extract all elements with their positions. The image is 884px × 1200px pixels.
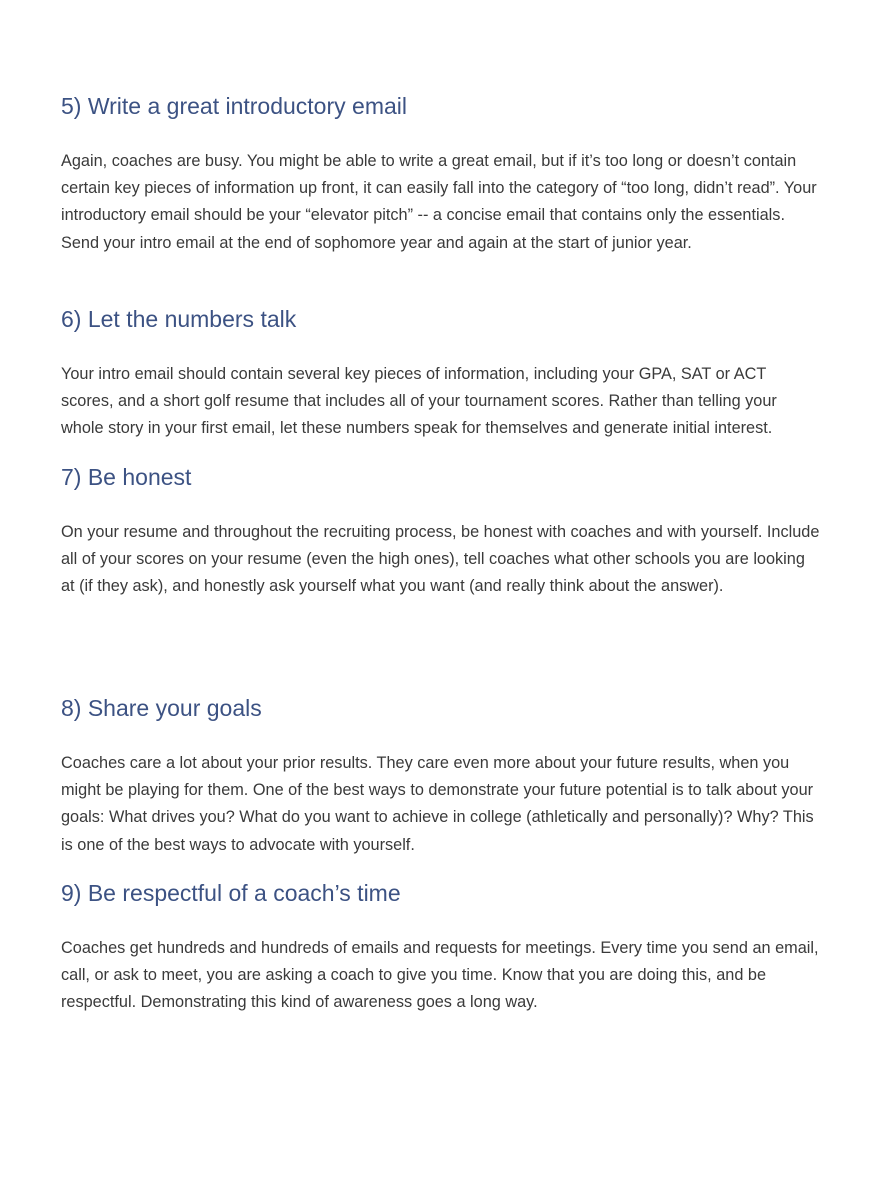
section-heading: 5) Write a great introductory email [61,93,407,119]
section-paragraph: Again, coaches are busy. You might be able to write a great email, but if it’s too long or doesn’t contain certain key pieces of information up front, it can easily fall into the category of “too long, didn’t read”. Your introductory email should be your “elevator pitch” -- a concise email that contains only the essentials. Send your intro email at the end of sophomore year and again at the start of junior year. [61,152,817,252]
section-heading: 6) Let the numbers talk [61,306,297,332]
section-heading: 7) Be honest [61,464,192,490]
section-let-numbers-talk [61,305,821,443]
section-write-introductory-email [61,92,821,257]
section-paragraph: Coaches care a lot about your prior results. They care even more about your future results, when you might be playing for them. One of the best ways to demonstrate your future potential is to talk about your goals: What drives you? What do you want to achieve in college (athletically and personally)? Why? This is one of the best ways to advocate with yourself. [61,754,814,854]
section-paragraph: Your intro email should contain several key pieces of information, including your GPA, SAT or ACT scores, and a short golf resume that includes all of your tournament scores. Rather than telling your whole story in your first email, let these numbers speak for themselves and generate initial interest. [61,365,777,438]
section-paragraph: Coaches get hundreds and hundreds of emails and requests for meetings. Every time you send an email, call, or ask to meet, you are asking a coach to give you time. Know that you are doing this, and be respectful. Demonstrating this kind of awareness goes a long way. [61,939,819,1012]
section-be-honest [61,463,821,601]
section-heading: 8) Share your goals [61,695,262,721]
section-share-goals [61,694,821,859]
section-heading: 9) Be respectful of a coach’s time [61,880,401,906]
section-paragraph: On your resume and throughout the recruiting process, be honest with coaches and with yourself. Include all of your scores on your resume (even the high ones), tell coaches what other schools you are looking at (if they ask), and honestly ask yourself what you want (and really think about the answer). [61,523,820,596]
section-respect-coach-time [61,879,821,1017]
